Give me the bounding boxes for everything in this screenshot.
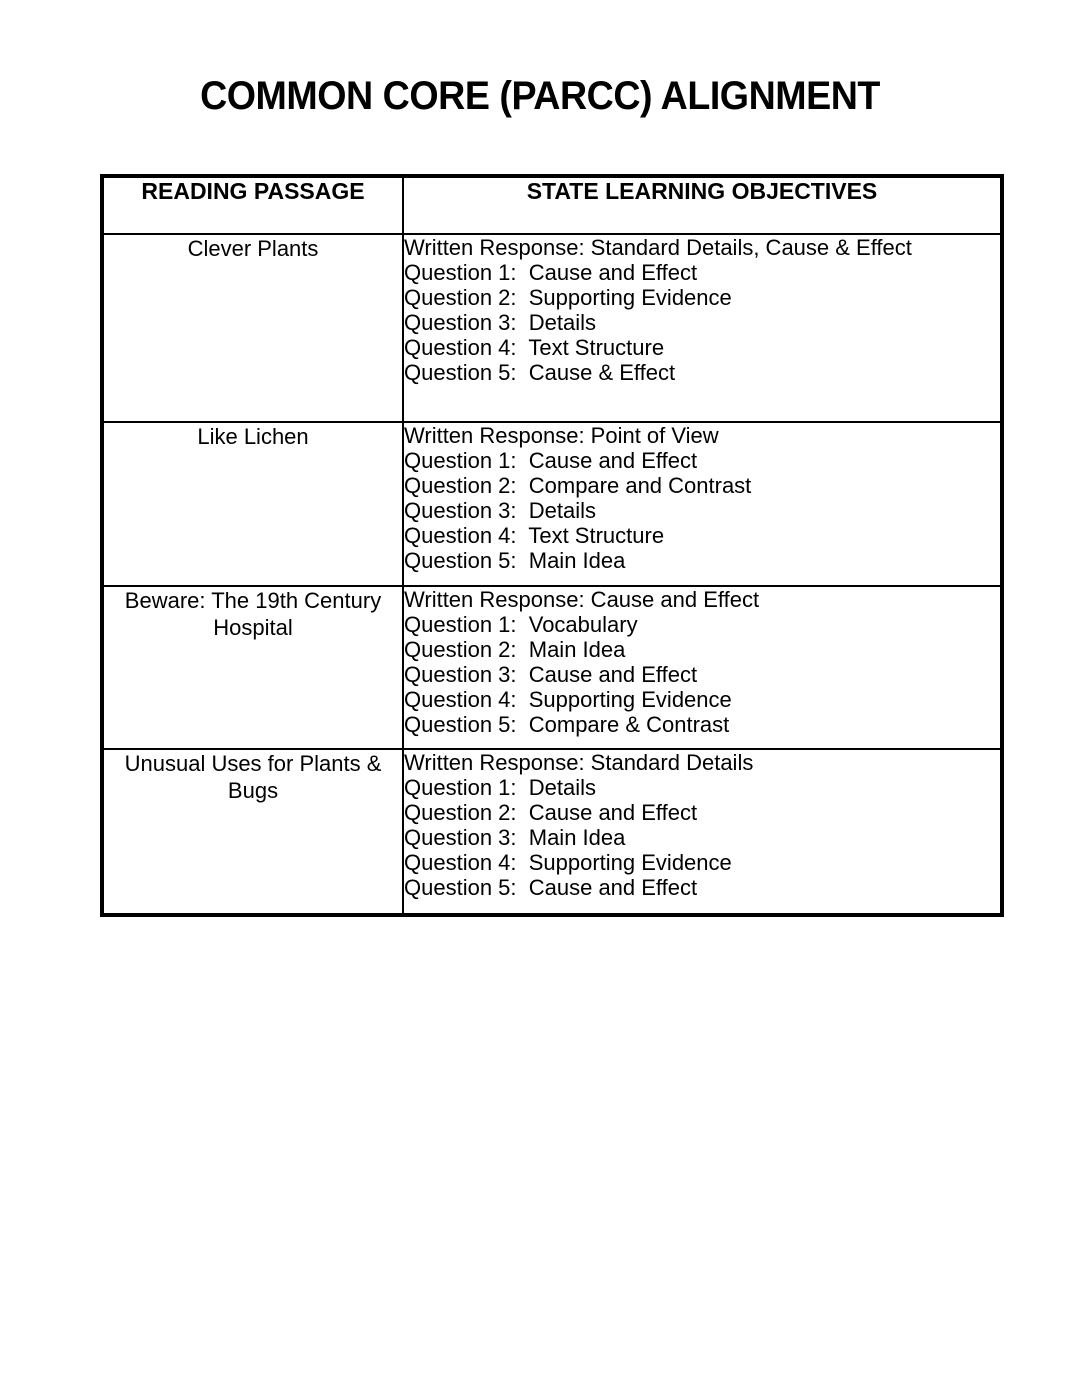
objectives-cell — [403, 586, 1002, 749]
objective-line: Question 2: Main Idea — [404, 637, 626, 662]
table-header-row — [102, 176, 1002, 234]
table-row — [102, 749, 1002, 915]
objective-line: Question 3: Details — [404, 310, 596, 335]
objective-line: Question 4: Text Structure — [404, 523, 665, 548]
objectives-cell — [403, 749, 1002, 915]
objective-line: Question 2: Supporting Evidence — [404, 285, 732, 310]
objective-line: Question 5: Main Idea — [404, 548, 626, 573]
page-title: COMMON CORE (PARCC) ALIGNMENT — [200, 74, 880, 118]
objective-line: Written Response: Cause and Effect — [404, 587, 760, 612]
objective-line: Question 1: Vocabulary — [404, 612, 638, 637]
table-header — [102, 176, 1002, 234]
objective-line: Question 3: Details — [404, 498, 596, 523]
objective-line: Question 3: Main Idea — [404, 825, 626, 850]
objective-line: Question 2: Compare and Contrast — [404, 473, 752, 498]
objective-line: Question 5: Cause & Effect — [404, 360, 676, 385]
passage-title-cell: Unusual Uses for Plants & Bugs — [102, 749, 403, 915]
table-row — [102, 586, 1002, 749]
objective-line: Question 1: Cause and Effect — [404, 448, 698, 473]
objective-line: Question 2: Cause and Effect — [404, 800, 698, 825]
objective-line: Written Response: Standard Details — [404, 750, 754, 775]
objective-line: Question 5: Compare & Contrast — [404, 712, 730, 737]
passage-title-cell: Beware: The 19th Century Hospital — [102, 586, 403, 749]
objective-line: Question 5: Cause and Effect — [404, 875, 698, 900]
objectives-cell — [403, 234, 1002, 422]
objective-line: Written Response: Standard Details, Cause & Effect — [404, 235, 912, 260]
objective-line: Question 4: Supporting Evidence — [404, 687, 732, 712]
passage-title-cell: Clever Plants — [102, 234, 403, 422]
table-row — [102, 234, 1002, 422]
objective-line: Question 1: Cause and Effect — [404, 260, 698, 285]
column-header-reading-passage: READING PASSAGE — [102, 176, 403, 234]
passage-title-cell: Like Lichen — [102, 422, 403, 586]
objective-line: Written Response: Point of View — [404, 423, 719, 448]
objective-line: Question 4: Supporting Evidence — [404, 850, 732, 875]
objectives-cell — [403, 422, 1002, 586]
objective-line: Question 4: Text Structure — [404, 335, 665, 360]
objective-line: Question 3: Cause and Effect — [404, 662, 698, 687]
table-body — [102, 234, 1002, 915]
table-row — [102, 422, 1002, 586]
column-header-state-learning-objectives: STATE LEARNING OBJECTIVES — [403, 176, 1002, 234]
alignment-table — [100, 174, 1004, 917]
objective-line: Question 1: Details — [404, 775, 596, 800]
